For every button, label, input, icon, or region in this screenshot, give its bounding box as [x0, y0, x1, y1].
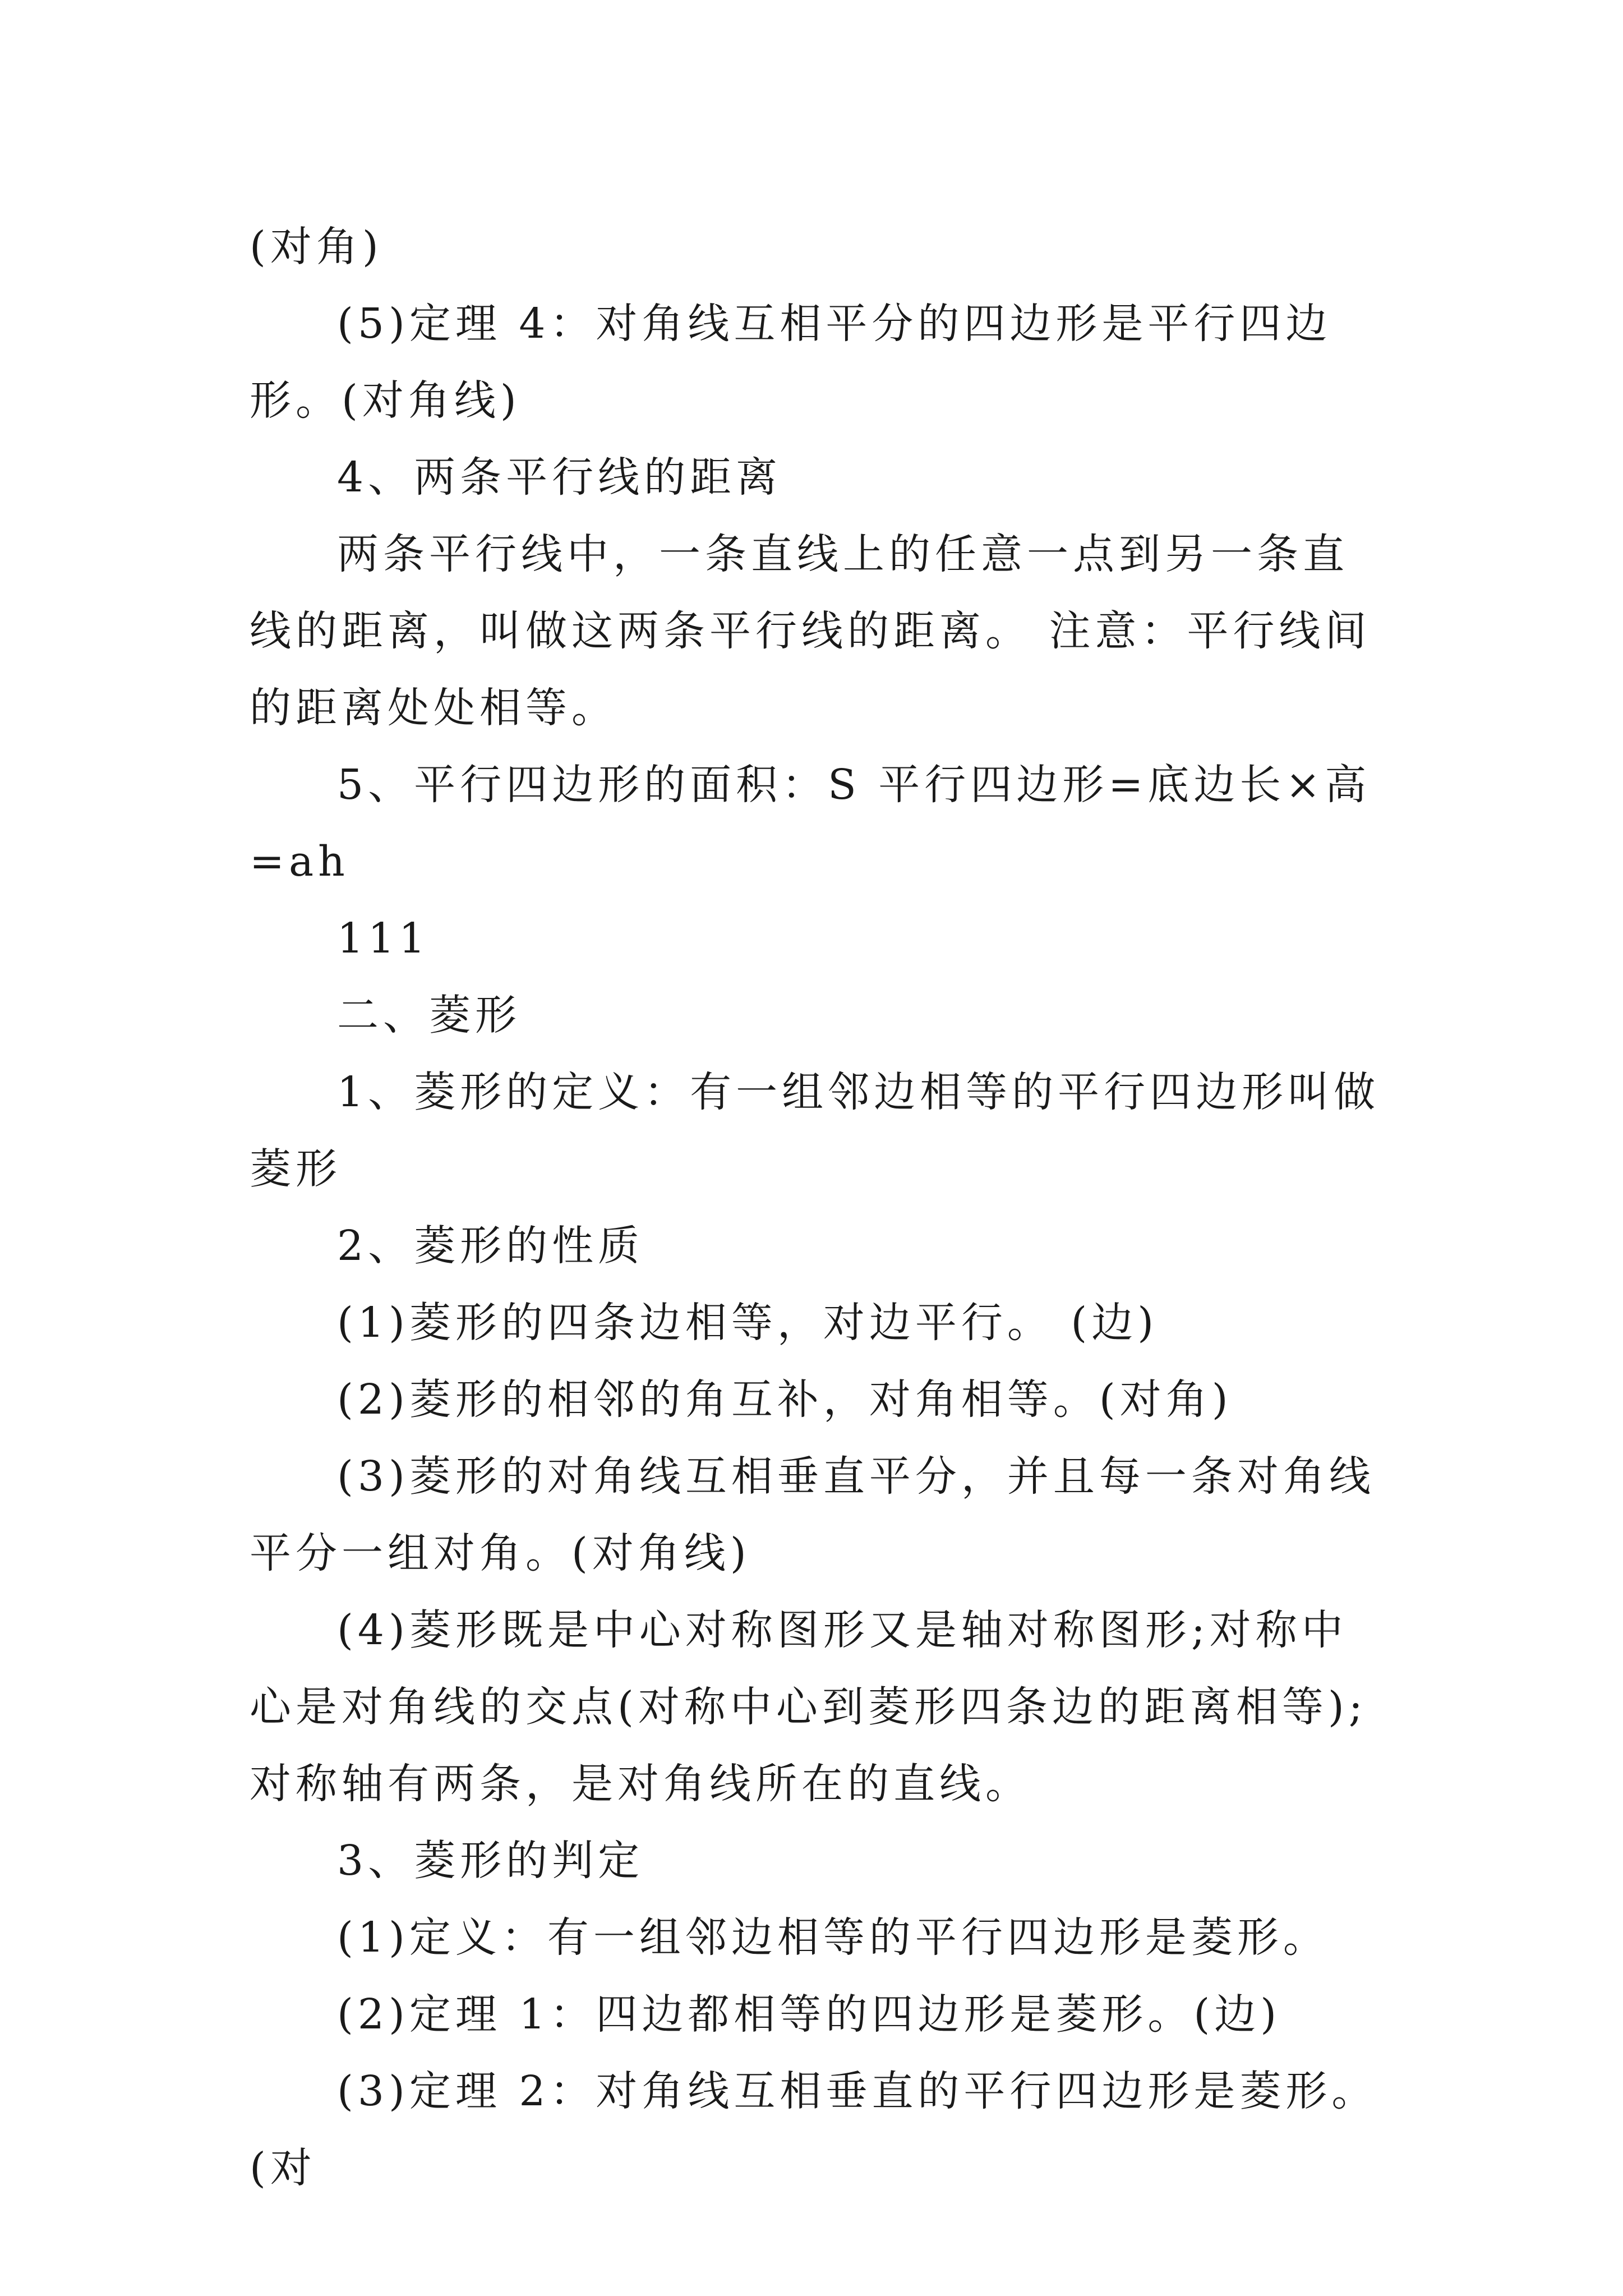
paragraph-8: 1、菱形的定义：有一组邻边相等的平行四边形叫做菱形: [250, 1068, 1380, 1193]
paragraph-12: (3)菱形的对角线互相垂直平分，并且每一条对角线平分一组对角。(对角线): [250, 1452, 1375, 1577]
paragraph-15: (1)定义：有一组邻边相等的平行四边形是菱形。: [337, 1913, 1329, 1962]
paragraph-10: (1)菱形的四条边相等，对边平行。 (边): [337, 1299, 1159, 1347]
paragraph-17: (3)定理 2：对角线互相垂直的平行四边形是菱形。(对: [250, 2067, 1378, 2192]
paragraph-5: 5、平行四边形的面积：S 平行四边形=底边长×高=ah: [250, 761, 1371, 886]
paragraph-6: 111: [337, 914, 430, 963]
paragraph-1: (对角): [250, 223, 383, 271]
paragraph-2: (5)定理 4：对角线互相平分的四边形是平行四边形。(对角线): [250, 300, 1332, 425]
paragraph-14: 3、菱形的判定: [337, 1837, 644, 1885]
paragraph-3: 4、两条平行线的距离: [337, 453, 782, 501]
paragraph-9: 2、菱形的性质: [337, 1222, 644, 1270]
paragraph-7: 二、菱形: [337, 991, 521, 1039]
document-body: [250, 209, 1388, 2207]
paragraph-16: (2)定理 1：四边都相等的四边形是菱形。(边): [337, 1990, 1281, 2039]
paragraph-11: (2)菱形的相邻的角互补，对角相等。(对角): [337, 1375, 1233, 1424]
paragraph-4: 两条平行线中，一条直线上的任意一点到另一条直线的距离，叫做这两条平行线的距离。 注意：平行线间的距离处处相等。: [250, 530, 1371, 732]
paragraph-13: (4)菱形既是中心对称图形又是轴对称图形;对称中心是对角线的交点(对称中心到菱形四条边的距离相等);对称轴有两条，是对角线所在的直线。: [250, 1606, 1367, 1808]
